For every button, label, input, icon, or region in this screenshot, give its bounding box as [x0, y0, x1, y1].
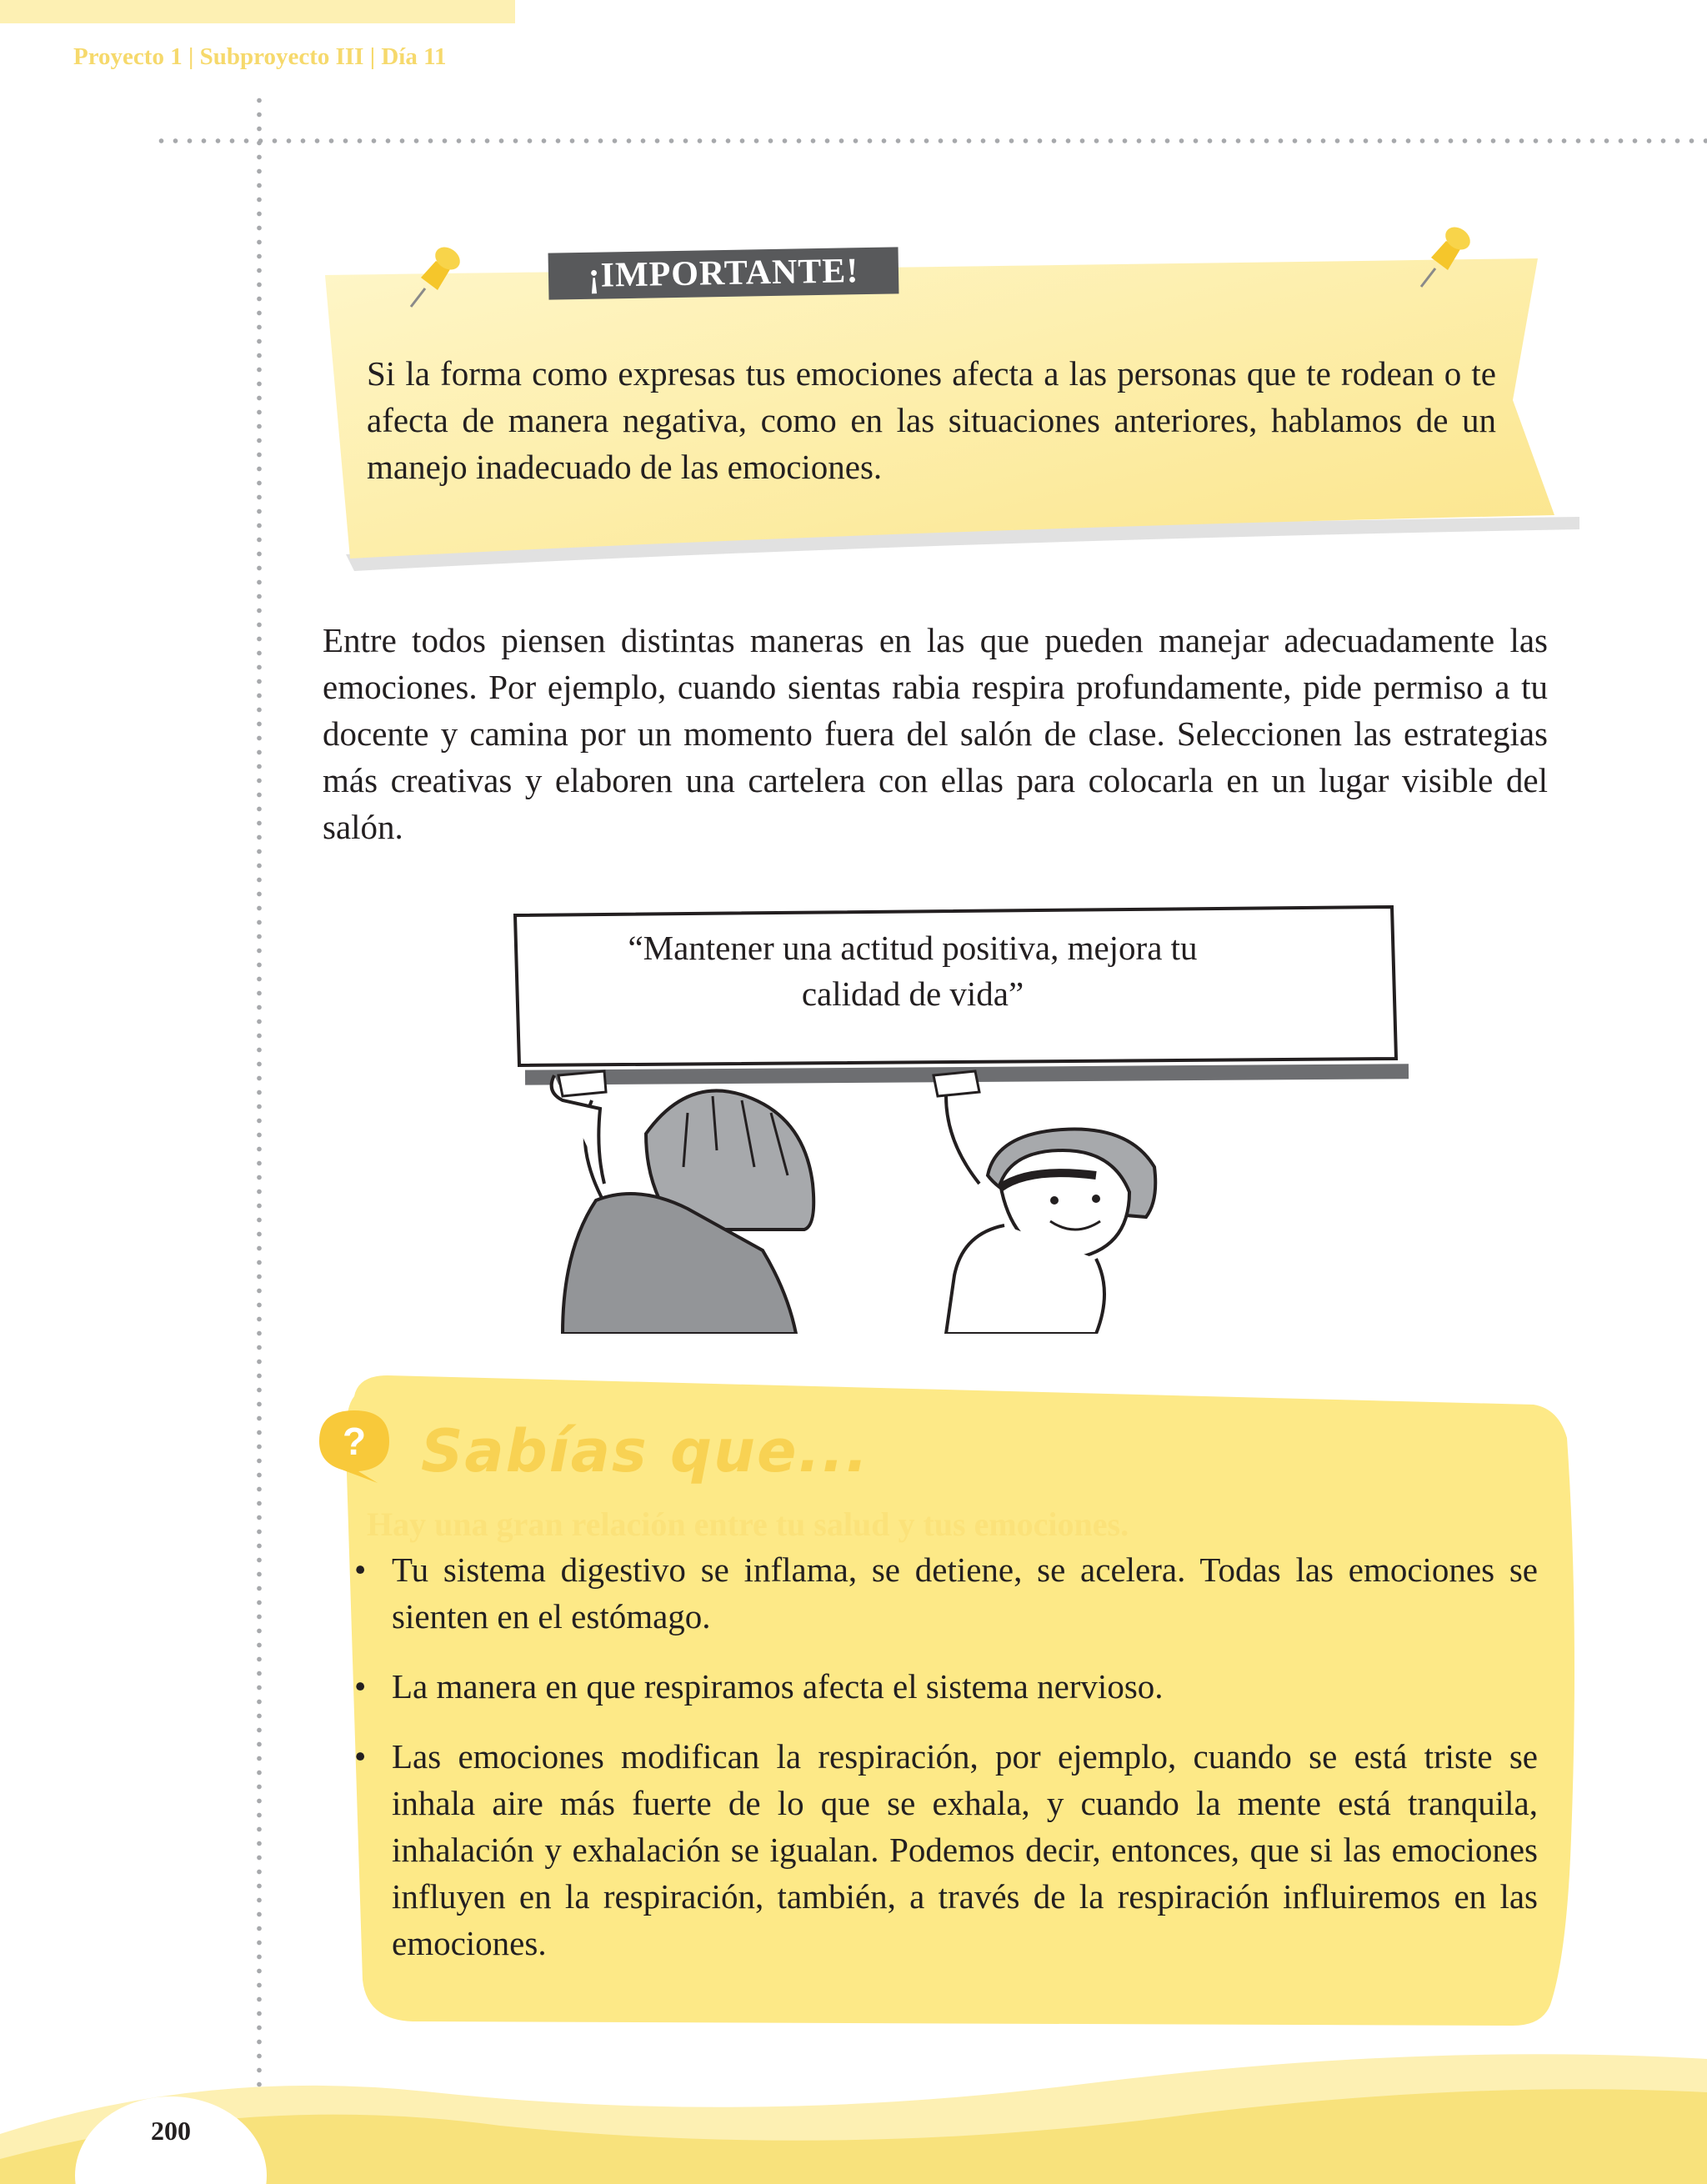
sign-line-1: “Mantener una actitud positiva, mejora tu — [628, 929, 1198, 967]
did-you-know-subtitle: Hay una gran relación entre tu salud y tus emociones. — [367, 1505, 1129, 1543]
question-bubble-icon — [313, 1406, 396, 1485]
sign-line-2: calidad de vida” — [801, 974, 1024, 1013]
sign-quote — [579, 925, 1246, 1017]
did-you-know-box — [296, 1371, 1588, 2030]
pushpin-icon — [404, 240, 471, 315]
important-text: Si la forma como expresas tus emociones afecta a las personas que te rodean o te afecta de manera negativa, como en las situaciones anteriores, hablamos de un manejo inadecuado de las emociones. — [367, 354, 1496, 486]
did-you-know-title: Sabías que... — [421, 1417, 870, 1485]
intro-paragraph: Entre todos piensen distintas maneras en las que pueden manejar adecuadamente las emociones. Por ejemplo, cuando sientas rabia respira profundamente, pide permiso a tu docente y camina por un momento fuera del salón de clase. Seleccionen las estrategias más creativas y elaboren una cartelera con ellas para colocarla en un lugar visible del salón. — [323, 621, 1548, 846]
dotted-vertical-divider — [257, 93, 262, 2111]
important-tag: ¡IMPORTANTE! — [548, 247, 899, 299]
kids-holding-sign-illustration — [513, 900, 1417, 1334]
bottom-wave-decoration — [0, 2034, 1707, 2184]
top-color-bar — [0, 0, 515, 23]
facts-list — [354, 1546, 1538, 1990]
page-number: 200 — [151, 2116, 191, 2146]
pushpin-icon — [1414, 220, 1481, 295]
list-item: • Las emociones modifican la respiración, por ejemplo, cuando se está triste se inhala aire más fuerte de lo que se exhala, y cuando la mente está tranquila, inhalación y exhalación se igualan. Podemos decir, entonces, que si las emociones influyen en la respiración, también, a través de la respiración influiremos en las emociones. — [354, 1733, 1538, 1966]
dotted-horizontal-divider — [154, 138, 1707, 143]
list-item: • Tu sistema digestivo se inflama, se detiene, se acelera. Todas las emociones se sienten en el estómago. — [354, 1546, 1538, 1640]
list-item: • La manera en que respiramos afecta el sistema nervioso. — [354, 1663, 1538, 1710]
bullet: • — [354, 1667, 367, 1706]
page-header: Proyecto 1 | Subproyecto III | Día 11 — [73, 43, 447, 70]
bullet: • — [354, 1737, 367, 1776]
question-mark: ? — [342, 1420, 367, 1463]
bullet: • — [354, 1550, 367, 1589]
important-note — [321, 250, 1588, 575]
